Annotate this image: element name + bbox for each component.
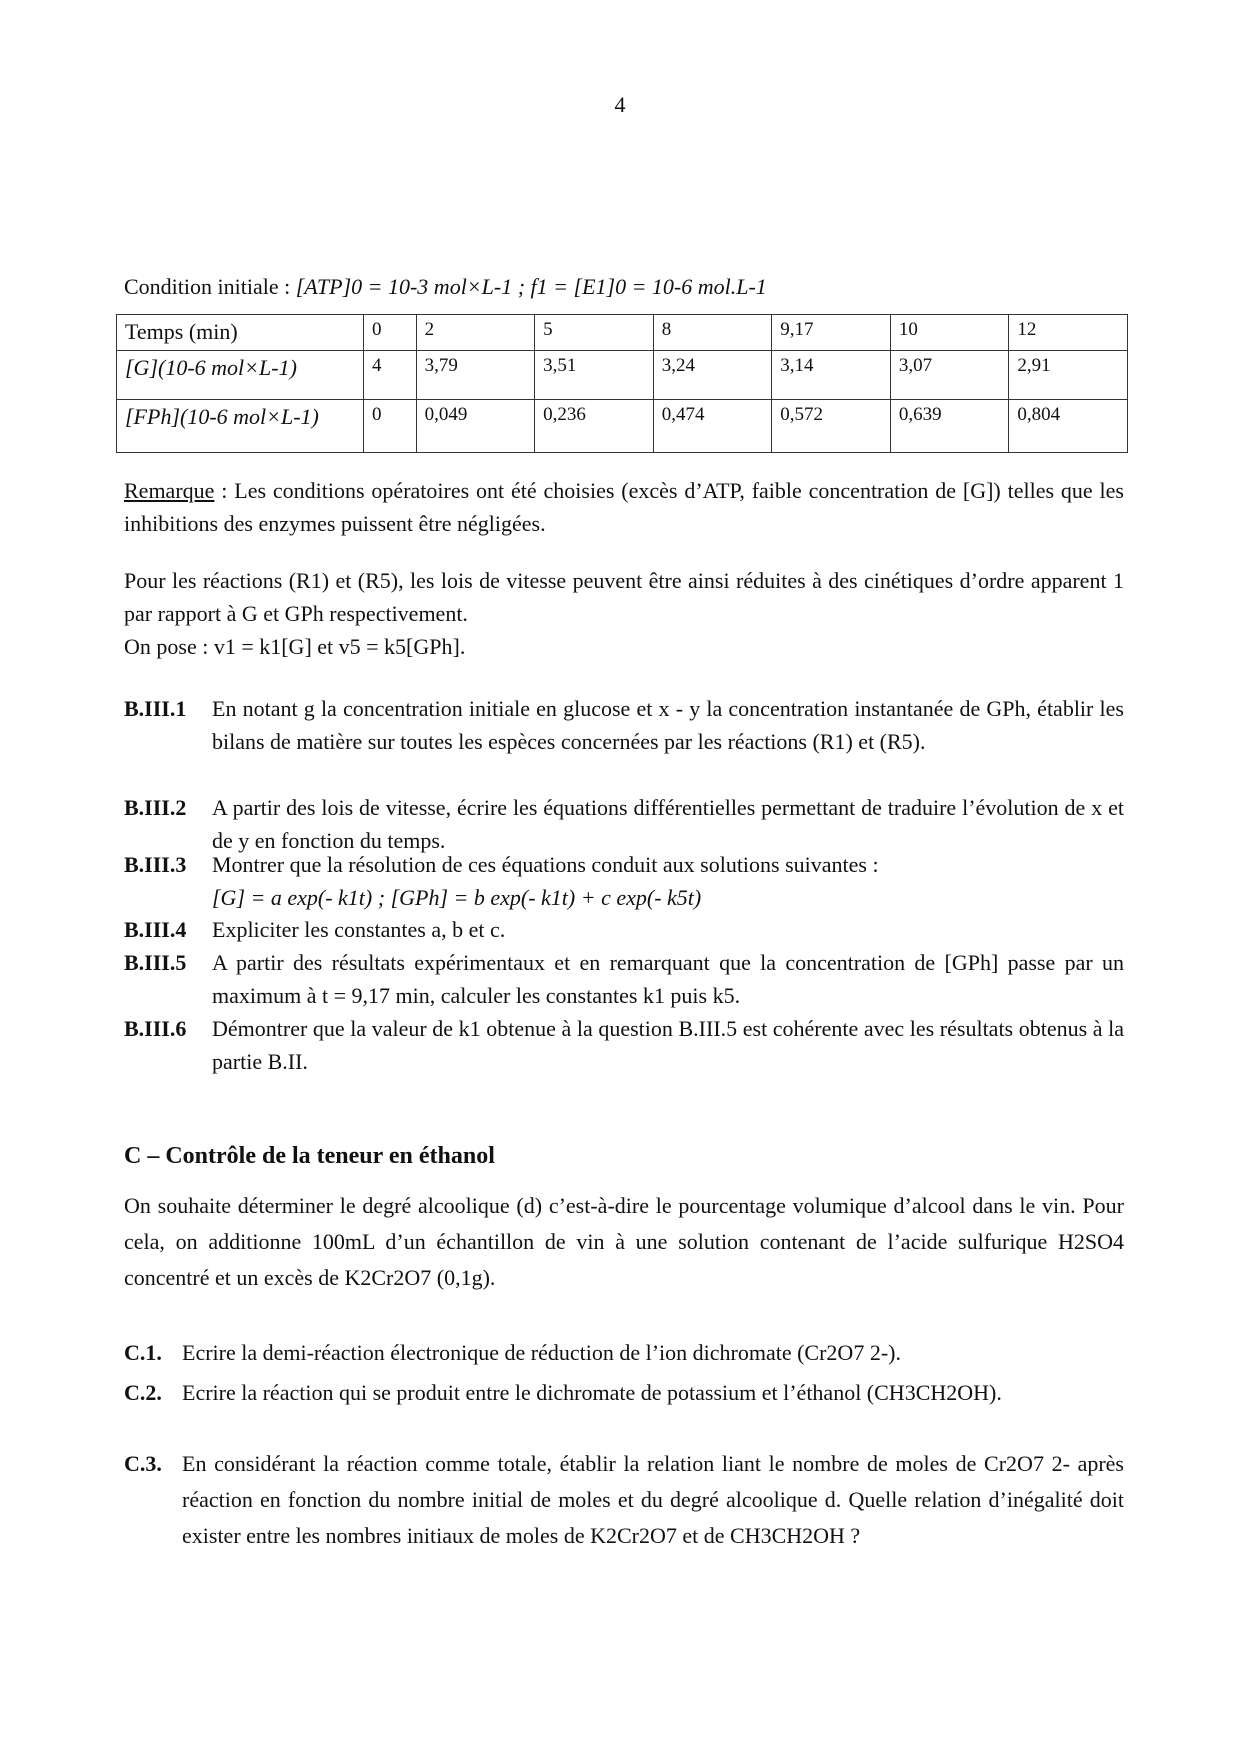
page-number: 4 — [614, 92, 626, 117]
question-text: En considérant la réaction comme totale, établir la relation liant le nombre de moles de Cr2O7 2- après réaction en fonction du nombre initial de moles et du degré alcoolique d. Quelle relation d’inégalité doit exister entre les nombres initiaux de moles de K2Cr2O7 et de CH3CH2OH ? — [182, 1451, 1124, 1548]
table-cell: 10 — [890, 315, 1009, 351]
question-b-iii-5 — [124, 946, 1124, 1012]
initial-condition-label: Condition initiale : — [124, 274, 291, 299]
question-text: Ecrire la demi-réaction électronique de réduction de l’ion dichromate (Cr2O7 2-). — [182, 1340, 901, 1365]
table-cell: 0,804 — [1009, 399, 1128, 452]
row-label-fph: [FPh](10-6 mol×L-1) — [117, 399, 364, 452]
question-c-3 — [124, 1446, 1124, 1554]
question-id: B.III.1 — [124, 696, 187, 721]
remark-paragraph — [124, 474, 1124, 540]
table-cell: 0,474 — [653, 399, 772, 452]
table-cell: 0,639 — [890, 399, 1009, 452]
question-id: C.3. — [124, 1451, 162, 1476]
question-text: Ecrire la réaction qui se produit entre le dichromate de potassium et l’éthanol (CH3CH2OH). — [182, 1380, 1002, 1405]
table-cell: 3,79 — [416, 350, 535, 399]
section-c-paragraph: On souhaite déterminer le degré alcoolique (d) c’est-à-dire le pourcentage volumique d’alcool dans le vin. Pour cela, on additionne 100mL d’un échantillon de vin à une solution contenant de l’acide sulfurique H2SO4 concentré et un excès de K2Cr2O7 (0,1g). — [124, 1193, 1124, 1290]
table-cell: 3,14 — [772, 350, 891, 399]
table-cell: 2 — [416, 315, 535, 351]
question-text: Démontrer que la valeur de k1 obtenue à la question B.III.5 est cohérente avec les résultats obtenus à la partie B.II. — [212, 1016, 1124, 1074]
question-c-2 — [124, 1376, 1124, 1409]
row-label-temps: Temps (min) — [117, 315, 364, 351]
table-cell: 3,51 — [535, 350, 654, 399]
question-b-iii-4 — [124, 913, 1124, 946]
table-cell: 2,91 — [1009, 350, 1128, 399]
question-text: A partir des résultats expérimentaux et en remarquant que la concentration de [GPh] passe par un maximum à t = 9,17 min, calculer les constantes k1 puis k5. — [212, 950, 1124, 1008]
table-cell: 0,572 — [772, 399, 891, 452]
table-cell: 0 — [364, 315, 417, 351]
question-id: C.1. — [124, 1340, 162, 1365]
question-id: B.III.3 — [124, 852, 187, 877]
table-cell: 9,17 — [772, 315, 891, 351]
question-text: Montrer que la résolution de ces équations conduit aux solutions suivantes : — [212, 852, 879, 877]
row-label-g: [G](10-6 mol×L-1) — [117, 350, 364, 399]
question-b-iii-6 — [124, 1012, 1124, 1078]
initial-condition-expr: [ATP]0 = 10-3 mol×L-1 ; f1 = [E1]0 = 10-6 mol.L-1 — [295, 274, 767, 299]
rate-definition: On pose : v1 = k1[G] et v5 = k5[GPh]. — [124, 634, 466, 659]
question-b-iii-1 — [124, 692, 1124, 758]
table-row-fph — [117, 399, 1128, 452]
initial-condition — [124, 270, 1124, 303]
table-row-g — [117, 350, 1128, 399]
section-c-title: C – Contrôle de la teneur en éthanol — [124, 1143, 495, 1169]
table-cell: 0 — [364, 399, 417, 452]
table-cell: 3,24 — [653, 350, 772, 399]
table-cell: 8 — [653, 315, 772, 351]
table-cell: 12 — [1009, 315, 1128, 351]
table-cell: 3,07 — [890, 350, 1009, 399]
question-id: B.III.5 — [124, 950, 187, 975]
kinetics-table — [116, 314, 1128, 453]
solution-equation: [G] = a exp(- k1t) ; [GPh] = b exp(- k1t) + c exp(- k5t) — [212, 885, 702, 910]
question-text: A partir des lois de vitesse, écrire les équations différentielles permettant de traduire l’évolution de x et de y en fonction du temps. — [212, 795, 1124, 853]
remark-text: : Les conditions opératoires ont été choisies (excès d’ATP, faible concentration de [G]) telles que les inhibitions des enzymes puissent être négligées. — [124, 478, 1124, 536]
question-id: B.III.2 — [124, 795, 187, 820]
reactions-paragraph: Pour les réactions (R1) et (R5), les lois de vitesse peuvent être ainsi réduites à des cinétiques d’ordre apparent 1 par rapport à G et GPh respectivement. — [124, 568, 1124, 626]
question-id: B.III.4 — [124, 917, 187, 942]
question-c-1 — [124, 1336, 1124, 1369]
question-id: B.III.6 — [124, 1016, 187, 1041]
question-text: Expliciter les constantes a, b et c. — [212, 917, 506, 942]
question-text: En notant g la concentration initiale en glucose et x - y la concentration instantanée de GPh, établir les bilans de matière sur toutes les espèces concernées par les réactions (R1) et (R5). — [212, 696, 1124, 754]
table-cell: 5 — [535, 315, 654, 351]
table-cell: 0,049 — [416, 399, 535, 452]
question-b-iii-3 — [124, 848, 1124, 914]
remark-label: Remarque — [124, 478, 215, 503]
question-id: C.2. — [124, 1380, 162, 1405]
table-row-temps — [117, 315, 1128, 351]
table-cell: 4 — [364, 350, 417, 399]
table-cell: 0,236 — [535, 399, 654, 452]
